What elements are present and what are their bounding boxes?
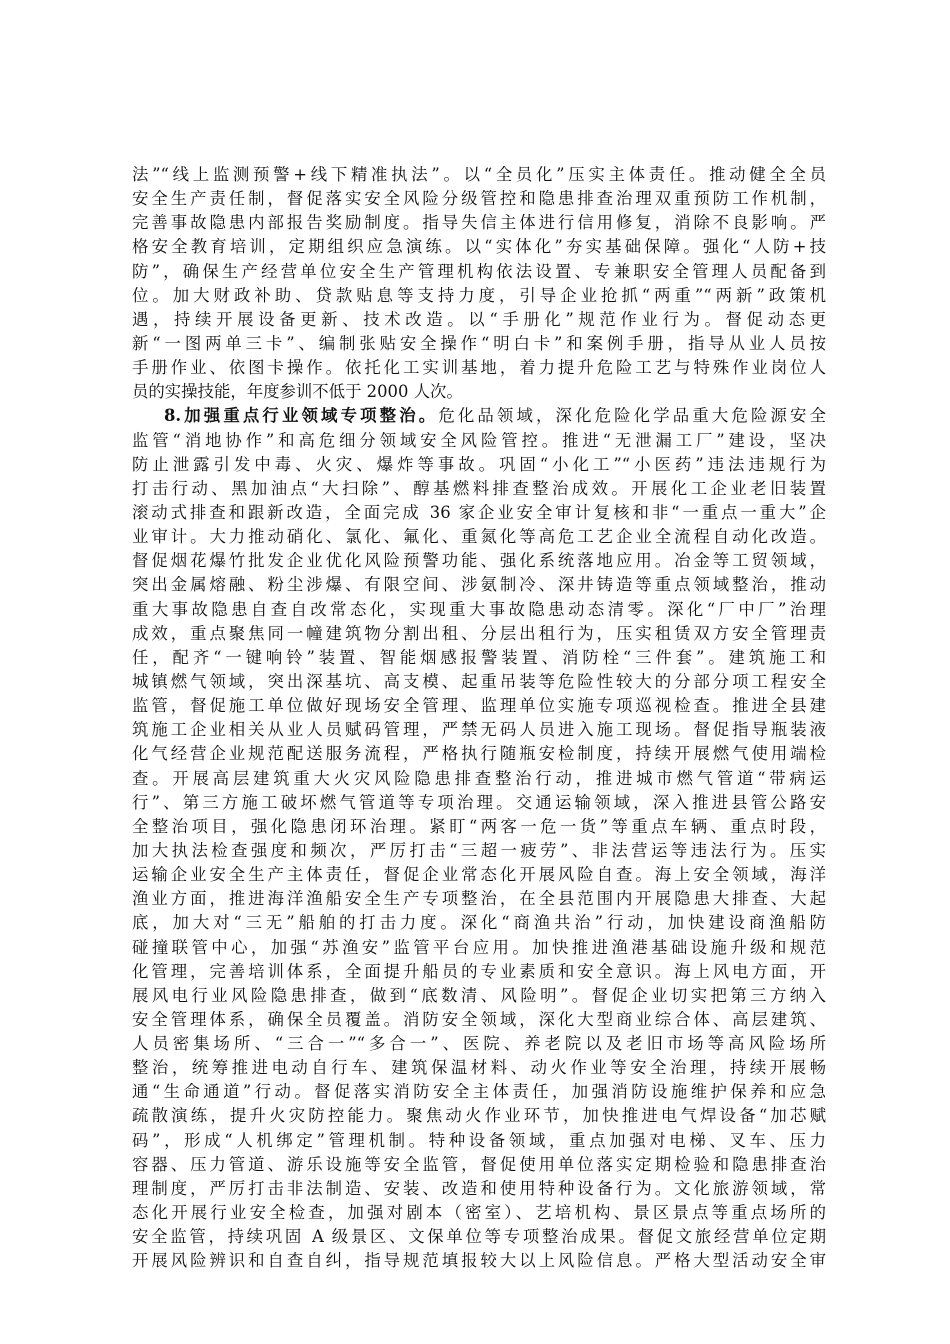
text-line: 滚动式排查和跟新改造，全面完成 36 家企业安全审计复核和非“一重点一重大”企 [132,502,826,522]
text-line: 碰撞联管中心，加强“苏渔安”监管平台应用。加快推进渔港基础设施升级和规范 [132,937,826,957]
text-line: 通“生命通道”行动。督促落实消防安全主体责任，加强消防设施维护保养和应急 [132,1082,826,1102]
text-line: 成效，重点聚焦同一幢建筑物分割出租、分层出租行为，压实租赁双方安全管理责 [132,623,826,643]
text-line: 安全生产责任制，督促落实安全风险分级管控和隐患排查治理双重预防工作机制， [132,189,826,209]
text-line: 法”“线上监测预警+线下精准执法”。以“全员化”压实主体责任。推动健全全员 [132,165,826,184]
text-line: 遇，持续开展设备更新、技术改造。以“手册化”规范作业行为。督促动态更 [132,309,826,329]
document-page [132,163,826,1273]
paragraph-safety-responsibility [132,163,826,404]
text-line: 理制度，严厉打击非法制造、安装、改造和使用特种设备行为。文化旅游领域，常 [132,1178,826,1198]
text-line: 完善事故隐患内部报告奖励制度。指导失信主体进行信用修复，消除不良影响。严 [132,213,826,233]
text-line: 查。开展高层建筑重大火灾风险隐患排查整治行动，推进城市燃气管道“带病运 [132,768,826,788]
text-line: 格安全教育培训，定期组织应急演练。以“实体化”夯实基础保障。强化“人防+技 [132,237,826,257]
text-line: 业审计。大力推动硝化、氯化、氟化、重氮化等高危工艺企业全流程自动化改造。 [132,527,826,547]
text-line: 监管“消地协作”和高危细分领域安全风险管控。推进“无泄漏工厂”建设，坚决 [132,430,826,450]
text-line: 展风电行业风险隐患排查，做到“底数清、风险明”。督促企业切实把第三方纳入 [132,985,826,1005]
text-line: 新“一图两单三卡”、编制张贴安全操作“明白卡”和案例手册，指导从业人员按 [132,333,826,353]
text-line: 容器、压力管道、游乐设施等安全监管，督促使用单位落实定期检验和隐患排查治 [132,1154,826,1174]
text-line: 渔业方面，推进海洋渔船安全生产专项整治，在全县范围内开展隐患大排查、大起 [132,889,826,909]
text-line: 运输企业安全生产主体责任，督促企业常态化开展风险自查。海上安全领域，海洋 [132,865,826,885]
text-line: 人员密集场所、“三合一”“多合一”、医院、养老院以及老旧市场等高风险场所 [132,1034,826,1054]
section-8-first-line-text: 危化品领域，深化危险化学品重大危险源安全 [438,406,826,426]
text-line: 行”、第三方施工破坏燃气管道等专项治理。交通运输领域，深入推进县管公路安 [132,792,826,812]
text-line: 防止泄露引发中毒、火灾、爆炸等事故。巩固“小化工”“小医药”违法违规行为 [132,454,826,474]
text-line: 位。加大财政补助、贷款贴息等支持力度，引导企业抢抓“两重”“两新”政策机 [132,285,826,305]
text-line: 重大事故隐患自查自改常态化，实现重大事故隐患动态清零。深化“厂中厂”治理 [132,599,826,619]
text-line: 城镇燃气领域，突出深基坑、高支模、起重吊装等危险性较大的分部分项工程安全 [132,671,826,691]
text-line: 手册作业、依图卡操作。依托化工实训基地，着力提升危险工艺与特殊作业岗位人 [132,358,826,378]
text-line: 督促烟花爆竹批发企业优化风险预警功能、强化系统落地应用。冶金等工贸领域， [132,551,826,571]
text-line: 筑施工企业相关从业人员赋码管理，严禁无码人员进入施工现场。督促指导瓶装液 [132,720,826,740]
text-line: 码”，形成“人机绑定”管理机制。特种设备领域，重点加强对电梯、叉车、压力 [132,1130,826,1150]
text-line: 开展风险辨识和自查自纠，指导规范填报较大以上风险信息。严格大型活动安全审 [132,1251,826,1271]
text-line: 员的实操技能，年度参训不低于 2000 人次。 [132,382,463,402]
text-line: 化管理，完善培训体系，全面提升船员的专业素质和安全意识。海上风电方面，开 [132,961,826,981]
text-line: 任，配齐“一键响铃”装置、智能烟感报警装置、消防栓“三件套”。建筑施工和 [132,647,826,667]
text-line: 化气经营企业规范配送服务流程，严格执行随瓶安检制度，持续开展燃气使用端检 [132,744,826,764]
text-line: 安全管理体系，确保全员覆盖。消防安全领域，深化大型商业综合体、高层建筑、 [132,1009,826,1029]
text-line: 底，加大对“三无”船舶的打击力度。深化“商渔共治”行动，加快建设商渔船防 [132,913,826,933]
text-line: 加大执法检查强度和频次，严厉打击“三超一疲劳”、非法营运等违法行为。压实 [132,840,826,860]
text-line: 态化开展行业安全检查，加强对剧本（密室）、艺培机构、景区景点等重点场所的 [132,1203,826,1223]
text-line: 安全监管，持续巩固 A 级景区、文保单位等专项整治成果。督促文旅经营单位定期 [132,1227,826,1247]
text-line: 突出金属熔融、粉尘涉爆、有限空间、涉氨制冷、深井铸造等重点领域整治，推动 [132,575,826,595]
text-line: 全整治项目，强化隐患闭环治理。紧盯“两客一危一货”等重点车辆、重点时段， [132,816,826,836]
section-8-heading: 8.加强重点行业领域专项整治。 [164,406,439,426]
paragraph-section-8 [132,404,826,1273]
text-line: 监管，督促施工单位做好现场安全管理、监理单位实施专项巡视检查。推进全县建 [132,696,826,716]
text-line: 疏散演练，提升火灾防控能力。聚焦动火作业环节，加快推进电气焊设备“加芯赋 [132,1106,826,1126]
text-line: 防”，确保生产经营单位安全生产管理机构依法设置、专兼职安全管理人员配备到 [132,261,826,281]
text-line: 整治，统筹推进电动自行车、建筑保温材料、动火作业等安全治理，持续开展畅 [132,1058,826,1078]
text-line: 打击行动、黑加油点“大扫除”、醇基燃料排查整治成效。开展化工企业老旧装置 [132,478,826,498]
section-8-first-line [132,404,826,428]
